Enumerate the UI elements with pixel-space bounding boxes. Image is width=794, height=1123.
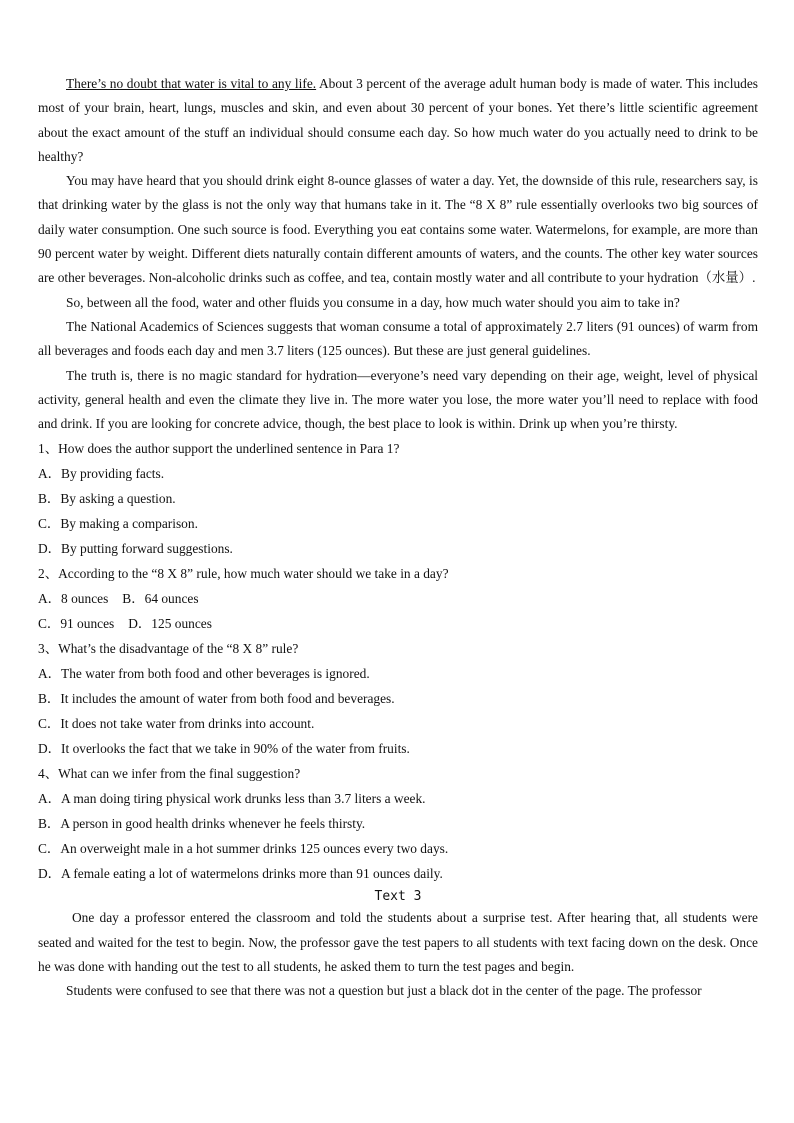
passage-paragraph-1: [38, 72, 758, 169]
question-2: [38, 561, 758, 636]
question-1-option-a: A．By providing facts.: [38, 466, 165, 482]
passage-paragraph-5: The truth is, there is no magic standard for hydration—everyone’s need vary depending on their age, weight, level of physical activity, general health and even the climate they live in. The more water you lose, the more water you’ll need to replace with food and drink. If you are looking for concrete advice, though, the best place to look is within. Drink up when you’re thirsty.: [38, 367, 758, 432]
question-4-option-c: C．An overweight male in a hot summer drinks 125 ounces every two days.: [38, 841, 449, 857]
question-3-option-d: D．It overlooks the fact that we take in 90% of the water from fruits.: [38, 741, 410, 757]
passage-paragraph-2: You may have heard that you should drink eight 8-ounce glasses of water a day. Yet, the downside of this rule, researchers say, is that drinking water by the glass is not the only way that humans take in it. The “8 X 8” rule essentially overlooks two big sources of daily water consumption. One such source is food. Everything you eat contains some water. Watermelons, for example, are more than 90 percent water by weight. Different diets naturally contain different amounts of waters, and the counts. The other key water sources are other beverages. Non-alcoholic drinks such as coffee, and tea, contain mostly water and all contribute to your hydration（水量）.: [38, 173, 758, 286]
question-4: [38, 761, 758, 886]
question-1-stem: 1、How does the author support the underlined sentence in Para 1?: [38, 441, 400, 457]
question-3-option-a: A．The water from both food and other beverages is ignored.: [38, 666, 370, 682]
document-page: [38, 72, 758, 1004]
question-2-stem: 2、According to the “8 X 8” rule, how much water should we take in a day?: [38, 566, 449, 582]
question-2-option-b: B．64 ounces: [122, 591, 199, 607]
question-4-option-b: B．A person in good health drinks whenever he feels thirsty.: [38, 816, 366, 832]
question-2-option-a: A．8 ounces: [38, 591, 109, 607]
question-2-options-row-2: [38, 611, 758, 636]
question-1-option-c: C．By making a comparison.: [38, 516, 198, 532]
underlined-sentence: There’s no doubt that water is vital to any life.: [66, 76, 317, 91]
question-1: [38, 436, 758, 561]
question-3: [38, 636, 758, 761]
question-1-option-d: D．By putting forward suggestions.: [38, 541, 233, 557]
text-3-paragraph-1: One day a professor entered the classroom and told the students about a surprise test. After hearing that, all students were seated and waited for the test to begin. Now, the professor gave the test papers to all students with text facing down on the desk. Once he was done with handing out the test to all students, he asked them to turn the test pages and begin.: [38, 910, 758, 975]
text-3-paragraph-2: Students were confused to see that there was not a question but just a black dot in the center of the page. The professor: [66, 983, 702, 999]
question-2-options-row-1: [38, 586, 758, 611]
question-4-stem: 4、What can we infer from the final suggestion?: [38, 766, 301, 782]
question-2-option-c: C．91 ounces: [38, 616, 115, 632]
question-3-stem: 3、What’s the disadvantage of the “8 X 8” rule?: [38, 641, 299, 657]
question-2-option-d: D．125 ounces: [128, 616, 212, 632]
passage-paragraph-4: The National Academics of Sciences suggests that woman consume a total of approximately 2.7 liters (91 ounces) of warm from all beverages and foods each day and men 3.7 liters (125 ounces). But these are just general guidelines.: [38, 318, 758, 359]
question-3-option-b: B．It includes the amount of water from both food and beverages.: [38, 691, 395, 707]
question-4-option-a: A．A man doing tiring physical work drunks less than 3.7 liters a week.: [38, 791, 426, 807]
question-1-option-b: B．By asking a question.: [38, 491, 176, 507]
question-3-option-c: C．It does not take water from drinks into account.: [38, 716, 315, 732]
passage-paragraph-3: So, between all the food, water and other fluids you consume in a day, how much water should you aim to take in?: [66, 294, 680, 310]
question-4-option-d: D．A female eating a lot of watermelons drinks more than 91 ounces daily.: [38, 866, 443, 882]
passage-paragraph-1-rest: About 3 percent of the average adult human body is made of water. This includes most of your brain, heart, lungs, muscles and skin, and even about 30 percent of your bones. Yet there’s little scientific agreement about the exact amount of the stuff an individual should consume each day. So how much water do you actually need to drink to be healthy?: [38, 76, 758, 164]
text-3-heading: Text 3: [374, 889, 422, 905]
